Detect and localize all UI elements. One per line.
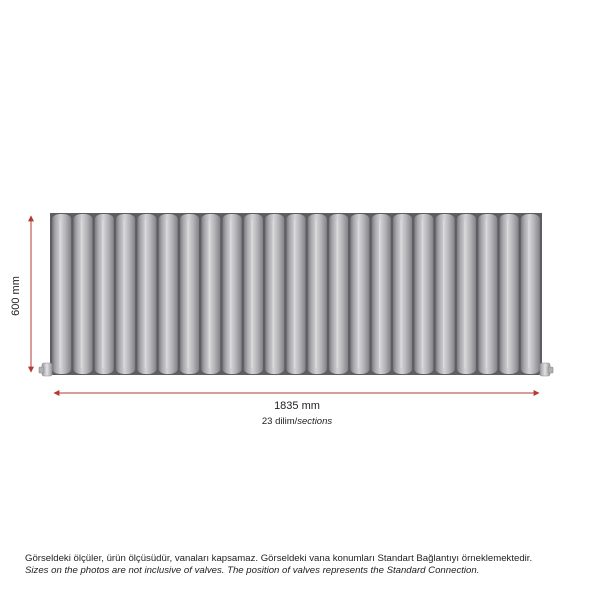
- radiator-section: [159, 214, 178, 374]
- radiator-section: [244, 214, 263, 374]
- radiator-section: [265, 214, 284, 374]
- radiator-section: [393, 214, 412, 374]
- radiator-section: [308, 214, 327, 374]
- radiator-section: [457, 214, 476, 374]
- radiator-section: [414, 214, 433, 374]
- radiator-section: [329, 214, 348, 374]
- right-valve: [540, 363, 553, 376]
- radiator-section: [73, 214, 92, 374]
- caption-english: Sizes on the photos are not inclusive of valves. The position of valves represents the Standard Connection.: [25, 565, 480, 576]
- height-label: 600 mm: [10, 276, 22, 316]
- sections-label: 23 dilim/sections: [261, 416, 333, 427]
- radiator-section: [499, 214, 518, 374]
- radiator-section: [223, 214, 242, 374]
- radiator-section: [137, 214, 156, 374]
- radiator-section: [286, 214, 305, 374]
- radiator-section: [436, 214, 455, 374]
- radiator-section: [201, 214, 220, 374]
- radiator-sections: [52, 214, 540, 374]
- radiator-section: [180, 214, 199, 374]
- width-label: 1835 mm: [274, 400, 320, 412]
- radiator-section: [478, 214, 497, 374]
- radiator-section: [372, 214, 391, 374]
- radiator-section: [521, 214, 540, 374]
- radiator-section: [116, 214, 135, 374]
- caption-turkish: Görseldeki ölçüler, ürün ölçüsüdür, vanaları kapsamaz. Görseldeki vana konumları Standart Bağlantıyı örneklemektedir.: [25, 553, 533, 564]
- left-valve: [39, 363, 52, 376]
- radiator-section: [95, 214, 114, 374]
- radiator-section: [350, 214, 369, 374]
- radiator-section: [52, 214, 71, 374]
